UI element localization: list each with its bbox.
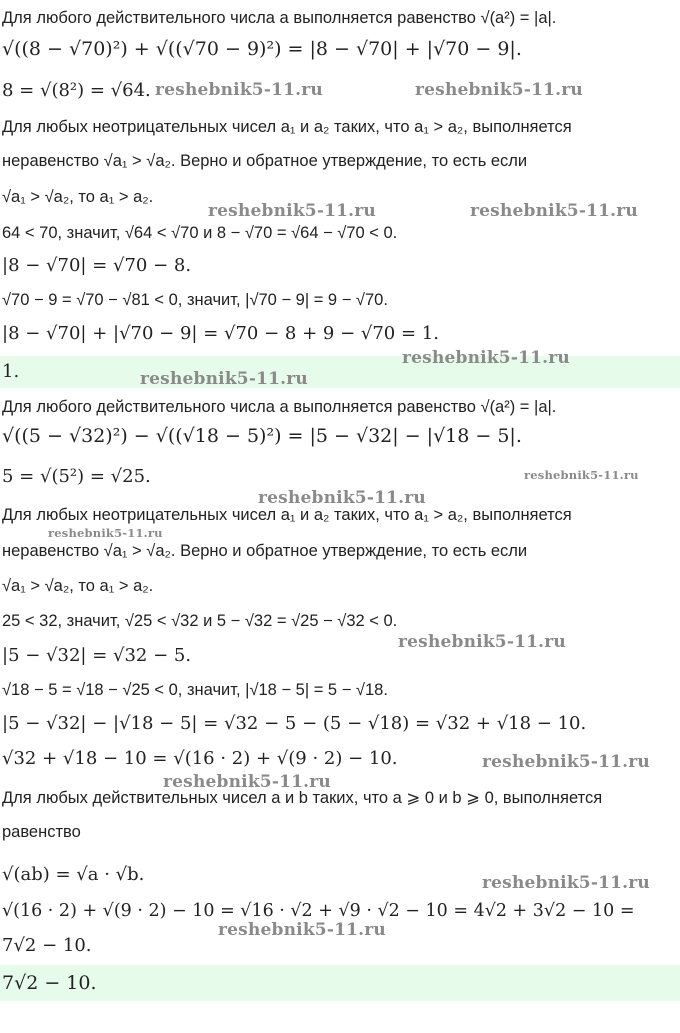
watermark: reshebnik5-11.ru <box>482 752 650 772</box>
answer-2: 7√2 − 10. <box>2 972 97 994</box>
text-line-15: Для любых неотрицательных чисел a₁ и a₂ таких, что a₁ > a₂, выполняется <box>2 506 572 524</box>
answer-highlight-2 <box>0 965 680 1001</box>
math-line-13: √((5 − √32)²) − √((√18 − 5)²) = |5 − √32| − |√18 − 5|. <box>2 425 522 447</box>
watermark: reshebnik5-11.ru <box>155 80 323 100</box>
math-line-26: √(16 · 2) + √(9 · 2) − 10 = √16 · √2 + √9 · √2 − 10 = 4√2 + 3√2 − 10 = <box>2 901 635 921</box>
text-line-9: √70 − 9 = √70 − √81 < 0, значит, |√70 − 9| = 9 − √70. <box>2 291 388 309</box>
text-line-4: Для любых неотрицательных чисел a₁ и a₂ таких, что a₁ > a₂, выполняется <box>2 118 572 136</box>
text-line-5: неравенство √a₁ > √a₂. Верно и обратное утверждение, то есть если <box>2 152 528 170</box>
text-line-24: равенство <box>2 823 81 841</box>
math-line-2: √((8 − √70)²) + √((√70 − 9)²) = |8 − √70| + |√70 − 9|. <box>2 38 522 60</box>
math-line-14: 5 = √(5²) = √25. <box>2 466 151 487</box>
math-line-10: |8 − √70| + |√70 − 9| = √70 − 8 + 9 − √70 = 1. <box>2 323 439 344</box>
math-line-21: |5 − √32| − |√18 − 5| = √32 − 5 − (5 − √18) = √32 + √18 − 10. <box>2 713 587 734</box>
math-line-3: 8 = √(8²) = √64. <box>2 80 151 101</box>
text-line-20: √18 − 5 = √18 − √25 < 0, значит, |√18 − 5| = 5 − √18. <box>2 681 388 699</box>
math-line-8: |8 − √70| = √70 − 8. <box>2 255 192 276</box>
text-line-17: √a₁ > √a₂, то a₁ > a₂. <box>2 577 154 595</box>
text-line-16: неравенство √a₁ > √a₂. Верно и обратное утверждение, то есть если <box>2 542 528 560</box>
watermark: reshebnik5-11.ru <box>208 201 376 221</box>
text-line-1: Для любого действительного числа a выполняется равенство √(a²) = |a|. <box>2 9 557 27</box>
math-line-19: |5 − √32| = √32 − 5. <box>2 645 192 666</box>
text-line-12: Для любого действительного числа a выполняется равенство √(a²) = |a|. <box>2 398 557 416</box>
watermark: reshebnik5-11.ru <box>218 920 386 940</box>
text-line-7: 64 < 70, значит, √64 < √70 и 8 − √70 = √64 − √70 < 0. <box>2 224 398 242</box>
answer-highlight-1 <box>0 356 680 388</box>
text-line-23: Для любых действительных чисел a и b таких, что a ⩾ 0 и b ⩾ 0, выполняется <box>2 789 603 807</box>
watermark: reshebnik5-11.ru <box>398 632 566 652</box>
watermark: reshebnik5-11.ru <box>48 526 163 540</box>
watermark: reshebnik5-11.ru <box>524 468 639 482</box>
watermark: reshebnik5-11.ru <box>258 488 426 508</box>
answer-1: 1. <box>2 361 20 382</box>
math-line-27: 7√2 − 10. <box>2 935 92 956</box>
watermark: reshebnik5-11.ru <box>163 772 331 792</box>
watermark: reshebnik5-11.ru <box>415 80 583 100</box>
math-line-25: √(ab) = √a · √b. <box>2 864 145 885</box>
text-line-18: 25 < 32, значит, √25 < √32 и 5 − √32 = √25 − √32 < 0. <box>2 612 398 630</box>
watermark: reshebnik5-11.ru <box>140 369 308 389</box>
math-line-22: √32 + √18 − 10 = √(16 · 2) + √(9 · 2) − 10. <box>2 748 398 769</box>
watermark: reshebnik5-11.ru <box>482 873 650 893</box>
watermark: reshebnik5-11.ru <box>470 201 638 221</box>
text-line-6: √a₁ > √a₂, то a₁ > a₂. <box>2 188 154 206</box>
watermark: reshebnik5-11.ru <box>402 348 570 368</box>
